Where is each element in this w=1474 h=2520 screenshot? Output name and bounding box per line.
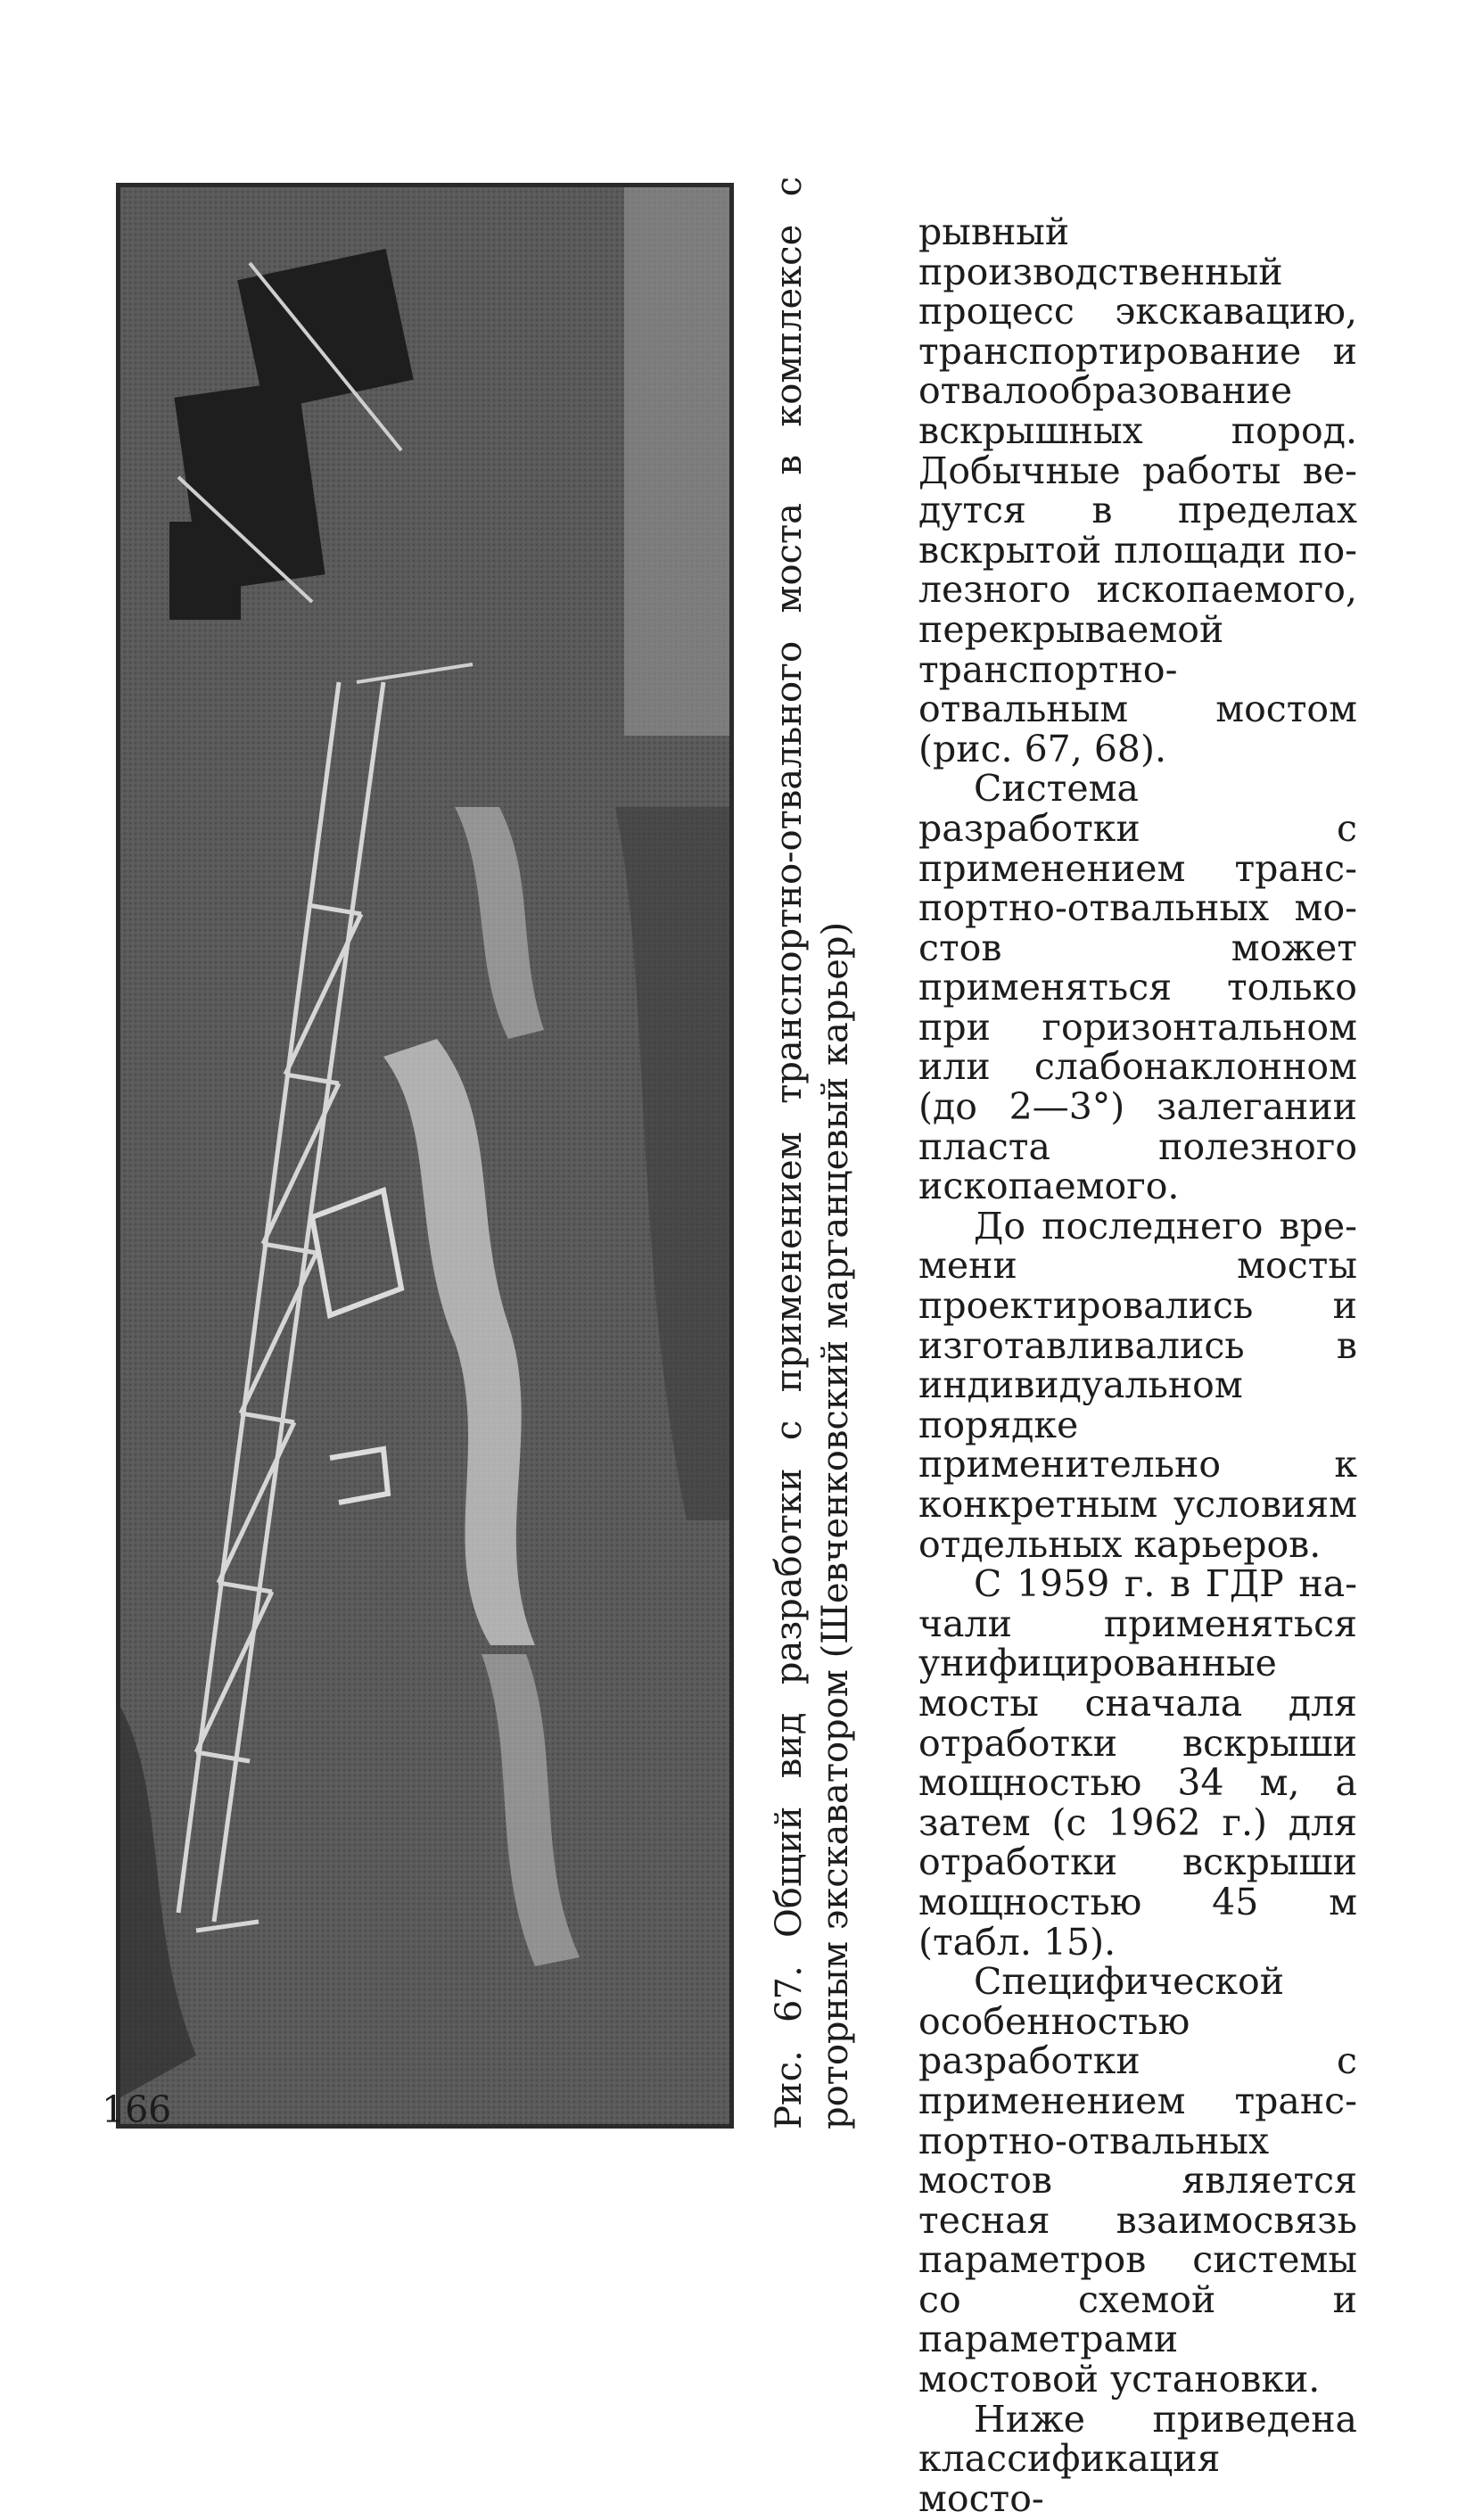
paragraph: Система разработки с применением транспортно-отвальных мостов может применяться только при горизонтальном или слабонаклонном (до 2—3°) залегании пласта полезного ископаемого. <box>918 767 1357 1208</box>
paragraph: Специфической особенностью разработки с применением транспортно-отвальных мостов является тесная взаимосвязь параметров системы со схемой и параметрами мостовой установки. <box>918 1960 1357 2401</box>
figure-caption-container <box>766 177 861 2129</box>
paragraph: Ниже приведена классификация мосто- <box>918 2397 1357 2520</box>
paragraph: С 1959 г. в ГДР начали применяться унифицированные мосты сначала для отработки вскрыши мощностью 34 м, а затем (с 1962 г.) для отработки вскрыши мощностью 45 м (табл. 15). <box>918 1562 1357 1964</box>
page-number: 166 <box>102 2088 172 2131</box>
body-text <box>918 212 1357 2518</box>
paragraph: рывный производственный процесс экскавацию, транспортирование и отвалообразование вскрышных пород. Добычные работы ведутся в пределах вскрытой площади полезного ископаемого, перекрываемой транспортно-отвальным мостом (рис. 67, 68). <box>918 210 1357 770</box>
paragraph: До последнего времени мосты проектировались и изготавливались в индивидуальном порядке применительно к конкретным условиям отдельных карьеров. <box>918 1204 1357 1566</box>
figure-photo <box>116 183 734 2129</box>
figure-caption: Рис. 67. Общий вид разработки с применением транспортно-отвального моста в комплексе с роторным экскаватором (Шевченковский марганцевый карьер) <box>769 177 856 2129</box>
transport-dump-bridge-photo <box>116 183 734 2129</box>
